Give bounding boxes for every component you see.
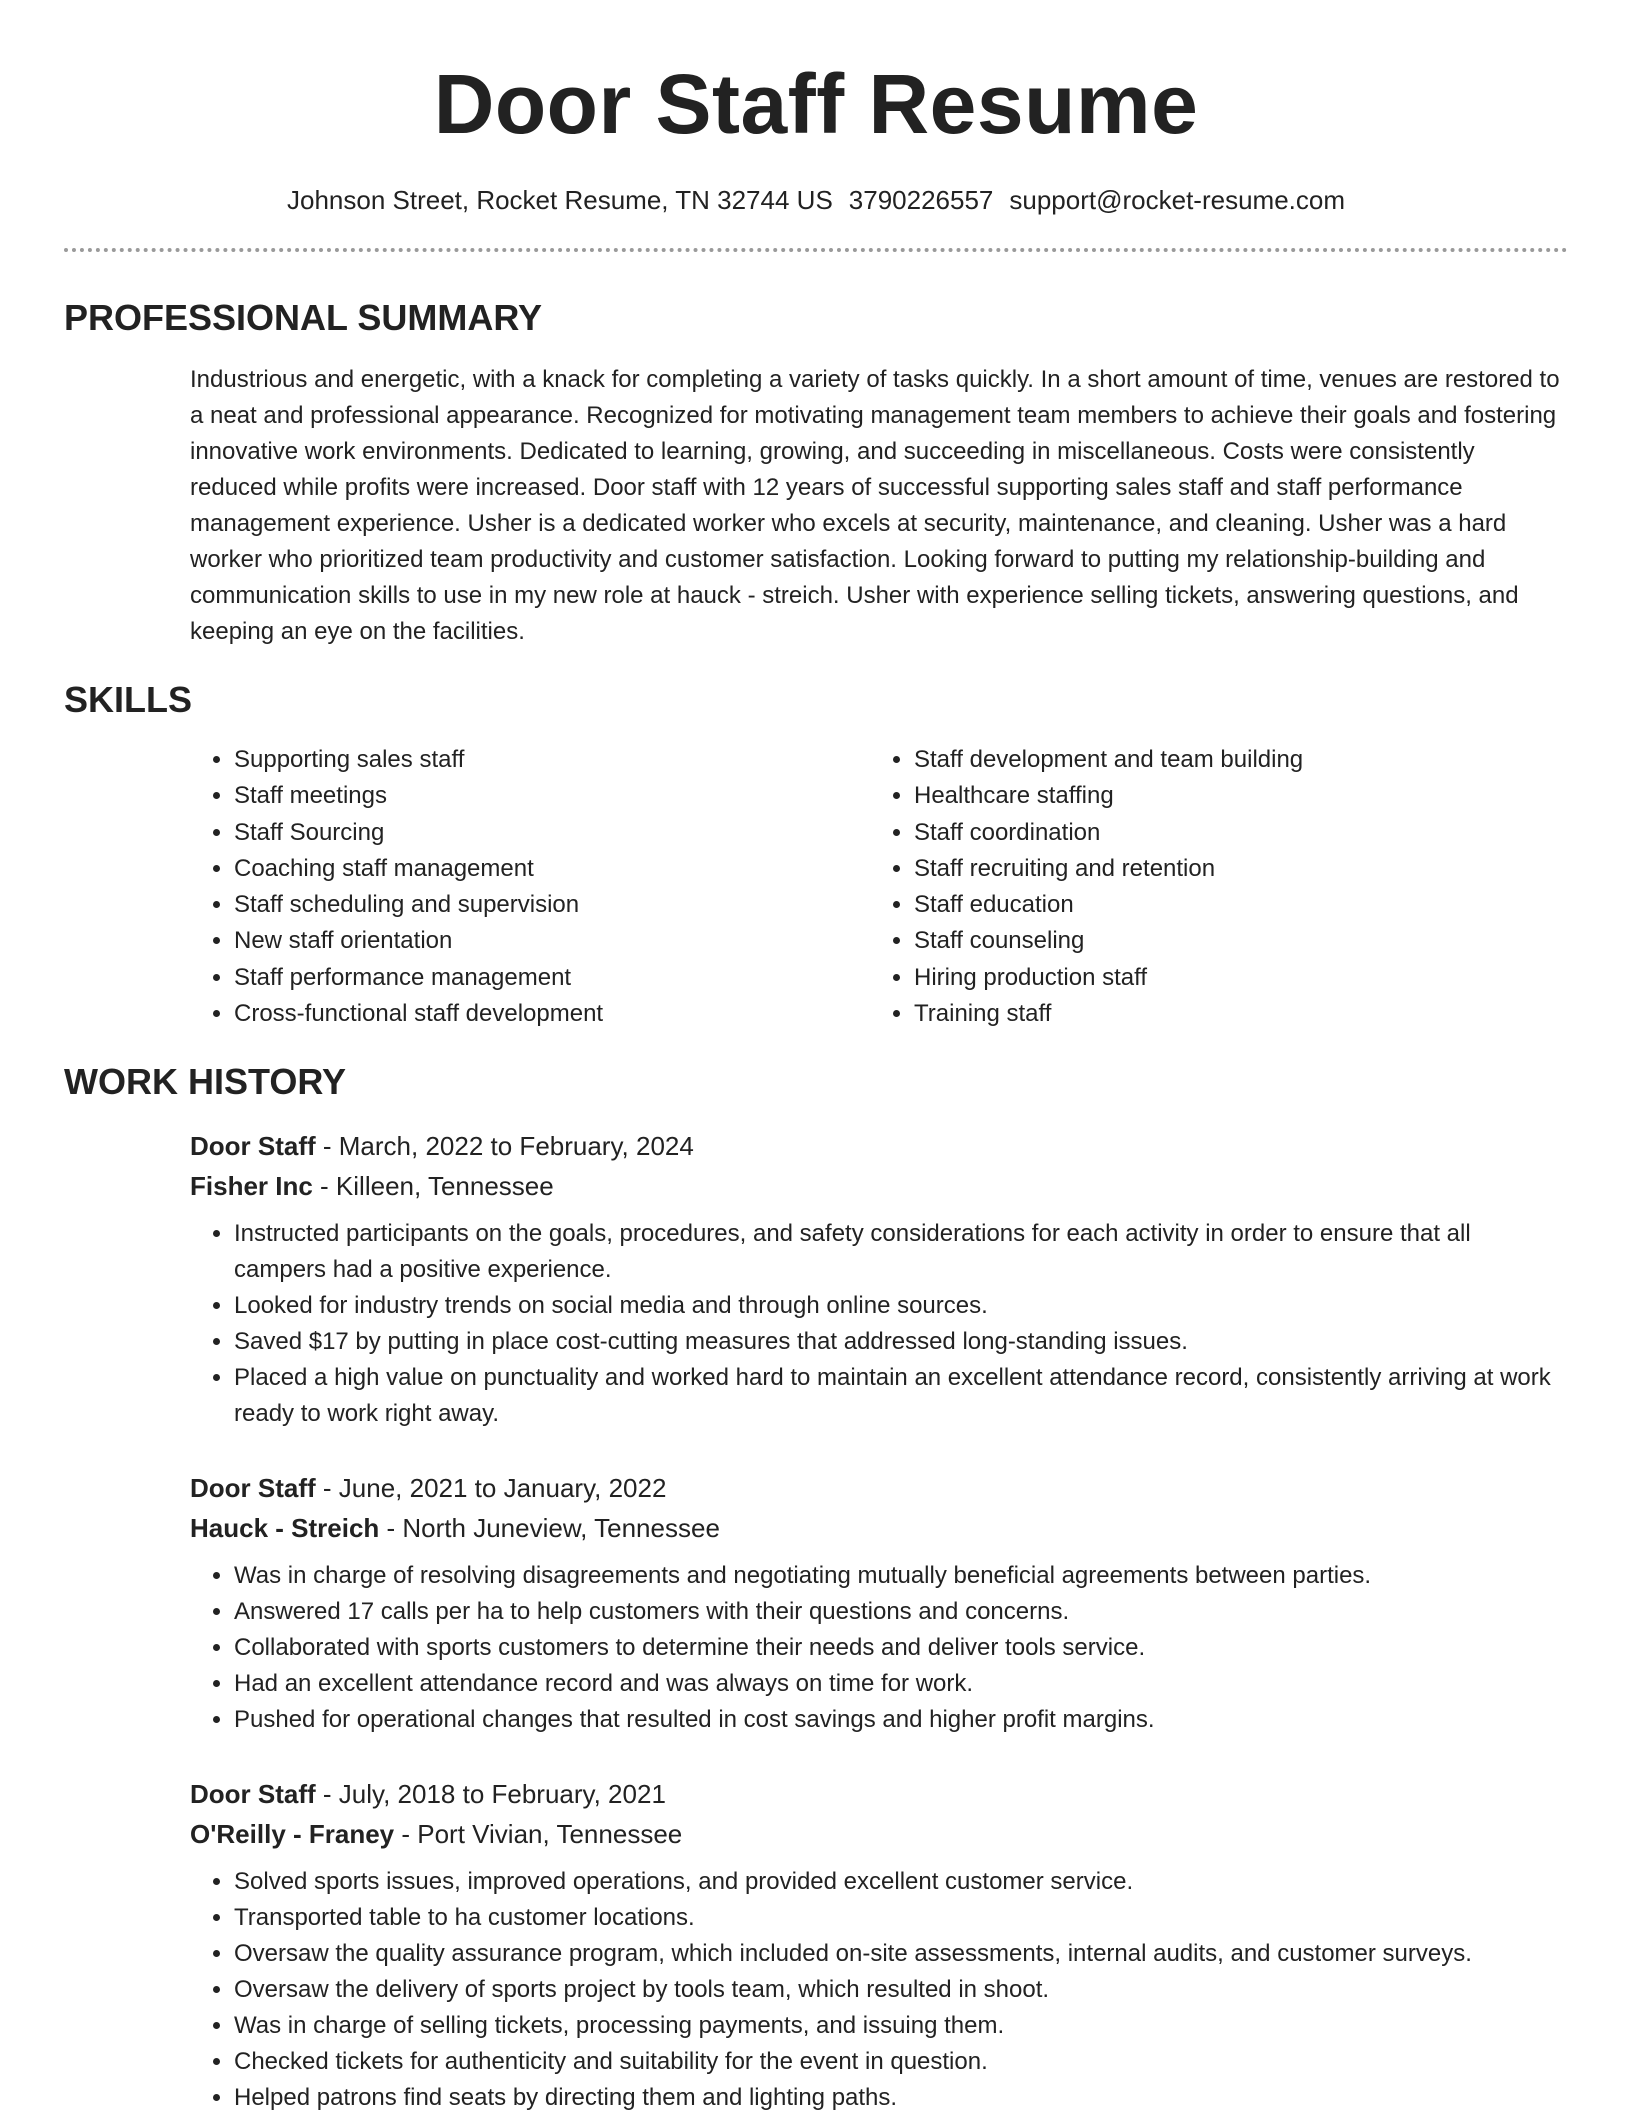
skill-item: • Staff Sourcing	[234, 815, 870, 851]
job-bullet: • Helped patrons find seats by directing them and lighting paths.	[234, 2080, 1568, 2116]
skill-item: • Training staff	[914, 996, 1550, 1032]
skills-grid	[190, 742, 1568, 1032]
job-bullet: • Pushed for operational changes that resulted in cost savings and higher profit margins.	[234, 1702, 1568, 1738]
job-title: Door Staff	[190, 1473, 316, 1504]
job-company: Fisher Inc	[190, 1171, 313, 1202]
contact-email: support@rocket-resume.com	[1009, 185, 1346, 215]
summary-text: Industrious and energetic, with a knack for completing a variety of tasks quickly. In a short amount of time, venues are restored to a neat and professional appearance. Recognized for motivating management team members to achieve their goals and fostering innovative work environments. Dedicated to learning, growing, and succeeding in miscellaneous. Costs were consistently reduced while profits were increased. Door staff with 12 years of successful supporting sales staff and staff performance management experience. Usher is a dedicated worker who excels at security, maintenance, and cleaning. Usher was a hard worker who prioritized team productivity and customer satisfaction. Looking forward to putting my relationship-building and communication skills to use in my new role at hauck - streich. Usher with experience selling tickets, answering questions, and keeping an eye on the facilities.	[190, 366, 1560, 645]
skill-item: • Staff education	[914, 887, 1550, 923]
job-bullet: • Placed a high value on punctuality and worked hard to maintain an excellent attendance record, consistently arriving at work ready to work right away.	[234, 1360, 1568, 1432]
skill-item: • Staff development and team building	[914, 742, 1550, 778]
work-history-section	[64, 1060, 1568, 2116]
job-bullet-list	[190, 1864, 1568, 2116]
job-title-line	[190, 1126, 1568, 1166]
job-entry	[190, 1774, 1568, 2116]
skill-item: • Staff performance management	[234, 960, 870, 996]
skill-item: • New staff orientation	[234, 923, 870, 959]
skills-heading: SKILLS	[64, 679, 193, 720]
skill-item: • Coaching staff management	[234, 851, 870, 887]
job-bullet: • Looked for industry trends on social media and through online sources.	[234, 1288, 1568, 1324]
summary-section	[64, 296, 1568, 650]
job-location: - Killeen, Tennessee	[312, 1171, 554, 1202]
skills-list-right	[870, 742, 1550, 1032]
job-dates: - June, 2021 to January, 2022	[315, 1473, 667, 1504]
job-title: Door Staff	[190, 1131, 316, 1162]
job-entry	[190, 1126, 1568, 1432]
job-bullet: • Collaborated with sports customers to determine their needs and deliver tools service.	[234, 1630, 1568, 1666]
job-bullet: • Checked tickets for authenticity and suitability for the event in question.	[234, 2044, 1568, 2080]
job-bullet: • Saved $17 by putting in place cost-cutting measures that addressed long-standing issues.	[234, 1324, 1568, 1360]
job-company-line	[190, 1508, 1568, 1548]
job-bullet: • Was in charge of resolving disagreements and negotiating mutually beneficial agreements between parties.	[234, 1558, 1568, 1594]
job-bullet: • Solved sports issues, improved operations, and provided excellent customer service.	[234, 1864, 1568, 1900]
job-bullet: • Had an excellent attendance record and was always on time for work.	[234, 1666, 1568, 1702]
skills-section	[64, 678, 1568, 1032]
job-bullet-list	[190, 1558, 1568, 1738]
work-history-heading: WORK HISTORY	[64, 1061, 347, 1103]
job-company-line	[190, 1166, 1568, 1206]
job-company: Hauck - Streich	[190, 1513, 380, 1544]
job-title: Door Staff	[190, 1779, 316, 1810]
job-dates: - July, 2018 to February, 2021	[315, 1779, 666, 1810]
job-title-line	[190, 1468, 1568, 1508]
job-company-line	[190, 1814, 1568, 1854]
job-entry	[190, 1468, 1568, 1738]
skill-item: • Hiring production staff	[914, 960, 1550, 996]
skill-item: • Supporting sales staff	[234, 742, 870, 778]
job-bullet: • Answered 17 calls per ha to help customers with their questions and concerns.	[234, 1594, 1568, 1630]
contact-phone: 3790226557	[848, 185, 994, 215]
job-location: - Port Vivian, Tennessee	[394, 1819, 683, 1850]
job-bullet-list	[190, 1216, 1568, 1432]
skill-item: • Staff scheduling and supervision	[234, 887, 870, 923]
header-divider	[64, 248, 1568, 252]
skill-item: • Staff coordination	[914, 815, 1550, 851]
job-location: - North Juneview, Tennessee	[379, 1513, 720, 1544]
skills-list-left	[190, 742, 870, 1032]
page-title: Door Staff Resume	[433, 57, 1199, 151]
contact-line	[64, 182, 1568, 218]
job-dates: - March, 2022 to February, 2024	[315, 1131, 694, 1162]
skill-item: • Staff meetings	[234, 778, 870, 814]
job-bullet: • Oversaw the quality assurance program, which included on-site assessments, internal audits, and customer surveys.	[234, 1936, 1568, 1972]
skill-item: • Staff counseling	[914, 923, 1550, 959]
skill-item: • Cross-functional staff development	[234, 996, 870, 1032]
job-company: O'Reilly - Franey	[190, 1819, 395, 1850]
skill-item: • Healthcare staffing	[914, 778, 1550, 814]
job-title-line	[190, 1774, 1568, 1814]
job-bullet: • Was in charge of selling tickets, processing payments, and issuing them.	[234, 2008, 1568, 2044]
job-bullet: • Transported table to ha customer locations.	[234, 1900, 1568, 1936]
resume-page	[64, 0, 1568, 2116]
summary-heading: PROFESSIONAL SUMMARY	[64, 297, 543, 338]
job-bullet: • Oversaw the delivery of sports project by tools team, which resulted in shoot.	[234, 1972, 1568, 2008]
resume-header	[64, 0, 1568, 218]
job-bullet: • Instructed participants on the goals, procedures, and safety considerations for each activity in order to ensure that all campers had a positive experience.	[234, 1216, 1568, 1288]
contact-address: Johnson Street, Rocket Resume, TN 32744 US	[286, 185, 833, 215]
skill-item: • Staff recruiting and retention	[914, 851, 1550, 887]
